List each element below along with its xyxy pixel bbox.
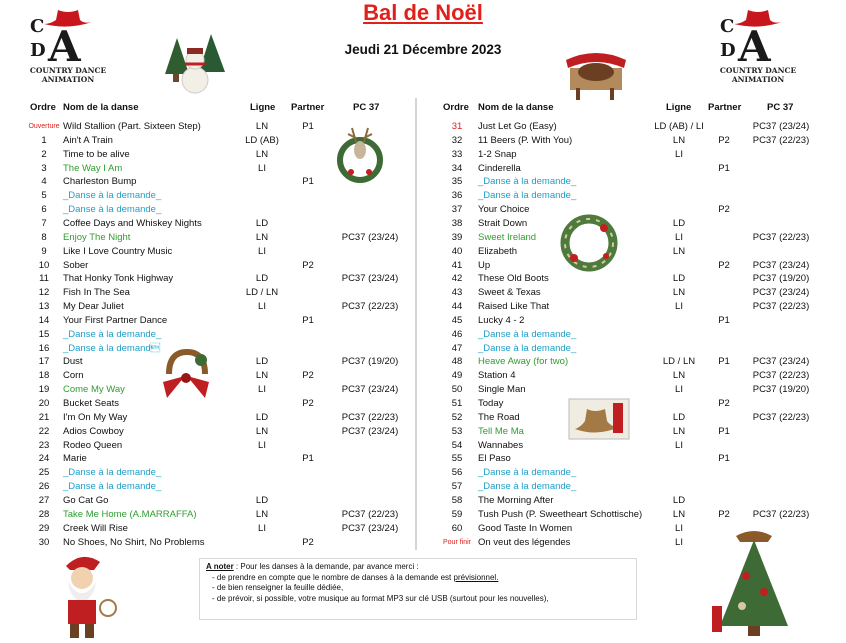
dance-number: 13 (38, 301, 50, 313)
dance-name: Just Let Go (Easy) (478, 121, 557, 132)
logo-caption-2: ANIMATION (731, 75, 785, 84)
dance-name: Take Me Home (A.MARRAFFA) (63, 508, 197, 520)
dance-name: _Danse à la demande_ (478, 467, 577, 479)
dance-number: 15 (38, 328, 50, 340)
dance-number: 53 (451, 425, 463, 437)
dance-number: 38 (451, 217, 463, 229)
dance-number: 33 (451, 148, 463, 160)
dance-number: 19 (38, 384, 50, 396)
dance-number: 39 (451, 231, 463, 243)
dance-ligne: LN (255, 508, 269, 520)
note-intro: : Pour les danses à la demande, par avance merci : (233, 562, 419, 571)
dance-name: Single Man (478, 384, 526, 396)
dance-name: _Danse à la demande_ (478, 481, 577, 493)
dance-partner: P1 (302, 314, 314, 326)
dance-name: Come My Way (63, 384, 125, 396)
dance-name: These Old Boots (478, 273, 549, 285)
dance-number: 1 (41, 134, 47, 146)
dance-partner: P2 (718, 134, 730, 146)
santa-cowboy-illustration (44, 548, 120, 640)
header-pc37: PC 37 (353, 102, 380, 113)
dance-number: 35 (451, 176, 463, 188)
dance-ligne: LI (675, 522, 683, 534)
dance-ligne: LN (672, 245, 686, 257)
dance-number: 22 (38, 425, 50, 437)
logo-caption-1: COUNTRY DANCE (719, 66, 797, 75)
dance-ligne: LD / LN (245, 287, 279, 299)
dance-pc37: PC37 (22/23) (752, 301, 810, 313)
dance-pc37: PC37 (22/23) (341, 508, 399, 520)
header-ordre: Ordre (30, 102, 56, 113)
dance-number: 40 (451, 245, 463, 257)
dance-number: 23 (38, 439, 50, 451)
dance-partner: P2 (302, 536, 314, 548)
dance-ligne: LN (255, 148, 269, 160)
dance-name: I'm On My Way (63, 411, 128, 423)
dance-pc37: PC37 (23/24) (752, 287, 810, 299)
dance-name: Corn (63, 370, 84, 382)
horseshoe-bow-illustration (157, 346, 215, 404)
header-nom: Nom de la danse (478, 102, 554, 113)
dance-name: Heave Away (for two) (478, 356, 569, 368)
dance-ligne: LI (675, 231, 683, 243)
dance-name: 11 Beers (P. With You) (478, 134, 573, 146)
dance-name: Creek Will Rise (63, 522, 128, 534)
cowboy-hat-decoration-illustration (567, 395, 631, 445)
dance-pc37: PC37 (22/23) (752, 411, 810, 423)
header-ligne: Ligne (666, 102, 692, 113)
logo-letter-d: D (30, 40, 44, 61)
dance-pc37: PC37 (23/24) (752, 259, 810, 271)
dance-partner: P1 (718, 162, 730, 174)
logo-caption-1: COUNTRY DANCE (29, 66, 107, 75)
dance-pc37: PC37 (22/23) (341, 301, 399, 313)
dance-number: 60 (451, 522, 463, 534)
header-ligne: Ligne (250, 102, 276, 113)
event-date: Jeudi 21 Décembre 2023 (344, 42, 502, 57)
dance-pc37: PC37 (23/24) (341, 384, 399, 396)
header-pc37: PC 37 (767, 102, 794, 113)
dance-number: 17 (38, 356, 50, 368)
dance-name: _Danse à la demande_ (478, 190, 577, 202)
dance-number: 29 (38, 522, 50, 534)
dance-ligne: LD (255, 411, 269, 423)
dance-number: 25 (38, 467, 50, 479)
dance-partner: P2 (718, 398, 730, 409)
dance-number: 32 (451, 134, 463, 146)
dance-name: Ain't A Train (63, 134, 113, 146)
dance-ligne: LI (675, 536, 683, 548)
logo-letter-a: A (48, 22, 79, 71)
note-line-2: - de bien renseigner la feuille dédiée, (212, 583, 344, 592)
dance-number: 44 (451, 301, 463, 313)
dance-number: 34 (451, 162, 463, 174)
dance-name: Time to be alive (63, 148, 130, 160)
note-lead: A noter (206, 562, 234, 571)
dance-partner: P2 (302, 259, 314, 271)
dance-number: 51 (451, 398, 463, 409)
dance-number: 41 (451, 259, 463, 271)
dance-name: That Honky Tonk Highway (63, 273, 174, 285)
dance-name: _Danse à la demande_ (478, 176, 577, 188)
dance-name: Lucky 4 - 2 (478, 314, 525, 326)
horse-sleigh-illustration (562, 40, 630, 102)
dance-number: 3 (41, 162, 47, 174)
dance-pc37: PC37 (19/20) (752, 273, 810, 285)
dance-ligne: LD (AB) (245, 134, 279, 146)
dance-ligne: LD (AB) / LI (654, 121, 704, 132)
dance-name: Sober (63, 259, 89, 271)
dance-number: 36 (451, 190, 463, 202)
column-divider (415, 98, 417, 550)
dance-ligne: LI (258, 162, 266, 174)
dance-number: 58 (451, 494, 463, 506)
dance-ligne: LN (672, 134, 686, 146)
dance-name: Go Cat Go (63, 494, 109, 506)
dance-name: Wannabes (478, 439, 524, 451)
dance-pc37: PC37 (22/23) (752, 508, 810, 520)
dance-number: 20 (38, 398, 50, 409)
dance-name: Sweet Ireland (478, 231, 537, 243)
dance-number: 30 (38, 536, 50, 548)
dance-pc37: PC37 (23/24) (752, 356, 810, 368)
dance-name: _Danse à la demande_ (63, 190, 162, 202)
dance-partner: P1 (718, 425, 730, 437)
dance-number: 11 (39, 273, 49, 285)
dance-name: Elizabeth (478, 245, 518, 257)
dance-ligne: LN (255, 231, 269, 243)
dance-number: 4 (41, 176, 47, 188)
dance-name: Cinderella (478, 162, 521, 174)
dance-number: 49 (451, 370, 463, 382)
dance-name: The Way I Am (63, 162, 123, 174)
dance-number: 52 (451, 411, 463, 423)
dance-partner: P2 (718, 259, 730, 271)
dance-ligne: LN (672, 370, 686, 382)
dance-pc37: PC37 (22/23) (752, 134, 810, 146)
logo-left (22, 4, 114, 90)
logo-letter-c: C (720, 16, 733, 37)
dance-number: 16 (38, 342, 50, 354)
dance-number: 21 (38, 411, 50, 423)
dance-name: Today (478, 398, 504, 409)
dance-name: El Paso (478, 453, 511, 465)
header-partner: Partner (708, 102, 742, 113)
page-title: Bal de Noël (363, 0, 483, 25)
dance-pc37: PC37 (22/23) (752, 231, 810, 243)
dance-ligne: LN (255, 425, 269, 437)
dance-ligne: LI (675, 439, 683, 451)
dance-name: _Danse à la demande_ (63, 204, 162, 216)
dance-pc37: PC37 (22/23) (752, 370, 810, 382)
dance-number: 59 (451, 508, 463, 520)
note-line-3: - de prévoir, si possible, votre musique au format MP3 sur clé USB (surtout pour les nouvelles), (212, 593, 549, 603)
dance-name: Dust (63, 356, 83, 368)
dance-name: Fish In The Sea (63, 287, 130, 299)
dance-name: Your Choice (478, 204, 530, 216)
dance-partner: P1 (302, 453, 314, 465)
cowboy-christmas-tree-illustration (706, 526, 802, 638)
logo-caption-2: ANIMATION (41, 75, 95, 84)
dance-number: 27 (38, 494, 50, 506)
dance-partner: P2 (302, 370, 314, 382)
dance-pc37: PC37 (23/24) (341, 231, 399, 243)
dance-ligne: LD (255, 356, 269, 368)
dance-ligne: LI (258, 522, 266, 534)
dance-number: 48 (451, 356, 463, 368)
dance-name: Your First Partner Dance (63, 314, 168, 326)
dance-partner: P1 (718, 356, 730, 368)
dance-ligne: LI (675, 301, 683, 313)
dance-ligne: LN (672, 508, 686, 520)
dance-number: 8 (41, 231, 47, 243)
header-nom: Nom de la danse (63, 102, 139, 113)
dance-number: Ouverture (28, 123, 60, 130)
dance-ligne: LD (672, 273, 686, 285)
note-line-1-underlined: prévisionnel. (453, 572, 499, 582)
dance-number: 43 (451, 287, 463, 299)
dance-ligne: LN (255, 121, 269, 132)
dance-number: 50 (451, 384, 463, 396)
dance-ligne: LD (255, 217, 269, 229)
dance-partner: P1 (718, 314, 730, 326)
dance-name: Up (478, 259, 491, 271)
dance-number: 28 (38, 508, 50, 520)
dance-ligne: LD / LN (662, 356, 696, 368)
dance-ligne: LD (255, 494, 269, 506)
dance-name: Sweet & Texas (478, 287, 541, 299)
logo-letter-a: A (738, 22, 769, 71)
dance-ligne: LD (672, 494, 686, 506)
dance-name: My Dear Juliet (63, 301, 124, 313)
dance-number: 14 (38, 314, 50, 326)
dance-ligne: LD (672, 217, 686, 229)
dance-ligne: LN (255, 370, 269, 382)
dance-name: _Danse à la demande_ (63, 481, 162, 493)
header-partner: Partner (291, 102, 325, 113)
dance-pc37: PC37 (19/20) (341, 356, 399, 368)
dance-ligne: LI (675, 148, 683, 160)
dance-number: 55 (451, 453, 463, 465)
dance-ligne: LI (258, 245, 266, 257)
note-box (199, 558, 637, 620)
logo-letter-d: D (720, 40, 734, 61)
dance-number: 42 (451, 273, 463, 285)
dance-number: 54 (451, 439, 463, 451)
logo-right (712, 4, 804, 90)
snowman-trees-illustration (163, 30, 227, 100)
dance-ligne: LI (258, 439, 266, 451)
dance-number: 45 (451, 314, 463, 326)
dance-name: Station 4 (478, 370, 516, 382)
dance-number: 47 (451, 342, 463, 354)
dance-name: The Morning After (478, 494, 554, 506)
dance-ligne: LD (672, 411, 686, 423)
dance-number: 56 (451, 467, 463, 479)
dance-name: Like I Love Country Music (63, 245, 173, 257)
dance-name: _Danse à la demand (63, 342, 161, 354)
dance-name: Charleston Bump (63, 176, 137, 188)
dance-name: Tell Me Ma (478, 425, 524, 437)
dance-number: Pour finir (442, 538, 471, 546)
dance-partner: P1 (302, 176, 314, 188)
reindeer-wreath-illustration (336, 124, 384, 186)
dance-name: Rodeo Queen (63, 439, 123, 451)
dance-pc37: PC37 (23/24) (341, 425, 399, 437)
dance-number: 9 (41, 245, 47, 257)
dance-ligne: LI (258, 384, 266, 396)
dance-number: 12 (38, 287, 50, 299)
dance-name: Coffee Days and Whiskey Nights (63, 217, 202, 229)
dance-partner: P2 (718, 204, 730, 216)
dance-ligne: LN (672, 287, 686, 299)
dance-number: 26 (38, 481, 50, 493)
dance-name: _Danse à la demande_ (63, 328, 162, 340)
dance-number: 2 (41, 148, 47, 160)
dance-pc37: PC37 (23/24) (341, 273, 399, 285)
logo-letter-c: C (30, 16, 43, 37)
dance-name: Raised Like That (478, 301, 550, 313)
dance-partner: P2 (718, 508, 730, 520)
dance-number: 10 (38, 259, 50, 271)
dance-name: Enjoy The Night (63, 231, 131, 243)
dance-name: Wild Stallion (Part. Sixteen Step) (63, 121, 201, 132)
christmas-wreath-illustration (556, 210, 622, 276)
dance-name: The Road (478, 411, 520, 423)
note-line-1: - de prendre en compte que le nombre de danses à la demande est (212, 572, 454, 582)
dance-number: 18 (38, 370, 50, 382)
dance-name: Bucket Seats (63, 398, 119, 409)
dance-name: On veut des légendes (478, 536, 571, 548)
dance-number: 57 (451, 481, 463, 493)
dance-name: _Danse à la demande_ (478, 328, 577, 340)
dance-number: 7 (41, 217, 47, 229)
dance-name: No Shoes, No Shirt, No Problems (63, 536, 205, 548)
dance-number: 46 (451, 328, 463, 340)
dance-number: 5 (41, 190, 47, 202)
dance-name: Tush Push (P. Sweetheart Schottische) (478, 508, 643, 520)
dance-name: Marie (63, 453, 87, 465)
dance-name: 1-2 Snap (478, 148, 517, 160)
dance-name: Good Taste In Women (478, 522, 573, 534)
dance-ligne: LD (255, 273, 269, 285)
dance-number: 6 (41, 204, 47, 216)
header-ordre: Ordre (443, 102, 469, 113)
dance-partner: P1 (302, 121, 314, 132)
dance-partner: P2 (302, 398, 314, 409)
dance-pc37: PC37 (22/23) (341, 411, 399, 423)
dance-number: 31 (451, 121, 463, 132)
dance-pc37: PC37 (23/24) (341, 522, 399, 534)
dance-number: 37 (451, 204, 463, 216)
dance-partner: P1 (718, 453, 730, 465)
dance-name: _Danse à la demande_ (478, 342, 577, 354)
dance-pc37: PC37 (23/24) (752, 121, 810, 132)
dance-name: _Danse à la demande_ (63, 467, 162, 479)
dance-pc37: PC37 (19/20) (752, 384, 810, 396)
dance-name: Adios Cowboy (63, 425, 124, 437)
dance-ligne: LI (258, 301, 266, 313)
dance-name: Strait Down (478, 217, 528, 229)
dance-ligne: LN (672, 425, 686, 437)
dance-number: 24 (38, 453, 50, 465)
dance-ligne: LI (675, 384, 683, 396)
